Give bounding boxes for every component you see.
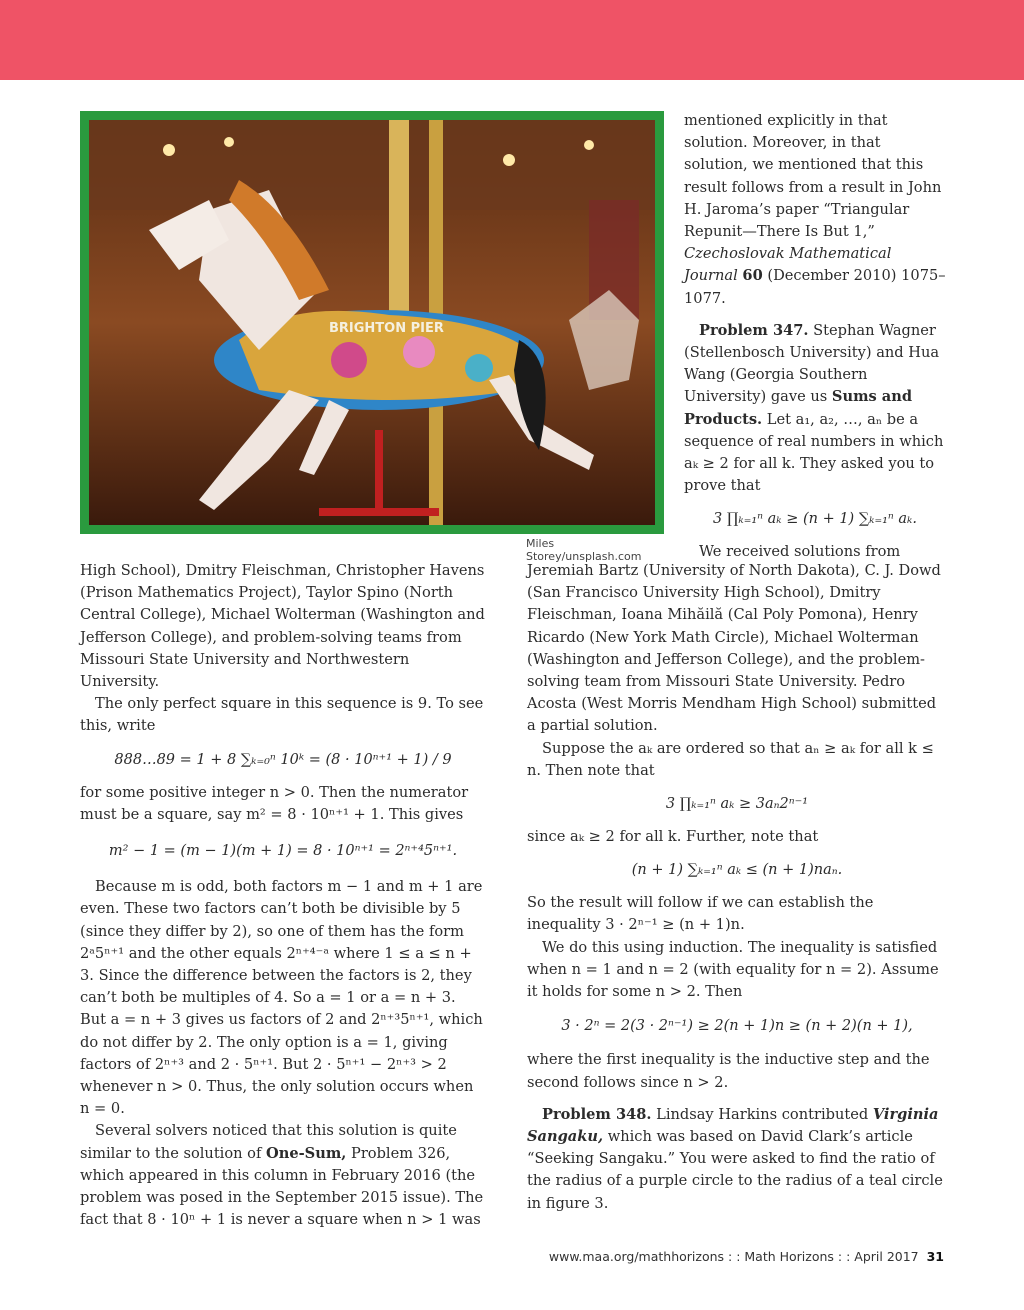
problem-348-title: Virginia Sangaku, <box>527 1105 939 1146</box>
text: So the result will follow if we can establish the inequality 3 · 2ⁿ⁻¹ ≥ (n + 1)n. <box>527 894 874 934</box>
text: Problem 326, which appeared in this column in February 2016 (the problem was posed in the September 2015 issue). The fact that 8 · 10ⁿ + 1 is never a square when n > 1 was <box>80 1144 484 1229</box>
right-column <box>527 560 947 1215</box>
right-column-top <box>684 110 946 564</box>
text: The only perfect square in this sequence is 9. To see this, write <box>80 695 484 735</box>
equation-sum: (n + 1) ∑ₖ₌₁ⁿ aₖ ≤ (n + 1)naₙ. <box>631 862 843 879</box>
text: (December 2010) 1075–1077. <box>684 267 946 307</box>
equation-product: 3 ∏ₖ₌₁ⁿ aₖ ≥ 3aₙ2ⁿ⁻¹ <box>665 796 809 813</box>
equation-square: m² − 1 = (m − 1)(m + 1) = 8 · 10ⁿ⁺¹ = 2ⁿ⁺⁴5ⁿ⁺¹. <box>108 843 458 860</box>
brighton-pier-sign: BRIGHTON PIER <box>329 321 444 336</box>
journal-volume: 60 <box>742 267 763 285</box>
problem-347-heading: Problem 347. <box>699 321 809 339</box>
equation-347: 3 ∏ₖ₌₁ⁿ aₖ ≥ (n + 1) ∑ₖ₌₁ⁿ aₖ. <box>713 511 917 528</box>
text: Suppose the aₖ are ordered so that aₙ ≥ aₖ for all k ≤ n. Then note that <box>527 739 934 779</box>
text: Because m is odd, both factors m − 1 and m + 1 are even. These two factors can’t both be divisible by 5 (since they differ by 2), so one of them has the form 2ᵃ5ⁿ⁺¹ and the other equals 2ⁿ⁺⁴⁻ᵃ where 1 ≤ a ≤ n + 3. Since the difference between the factors is 2, they can’t both be multiples of 4. So a = 1 or a = n + 3. But a = n + 3 gives us factors of 2 and 2ⁿ⁺³5ⁿ⁺¹, which do not differ by 2. The only option is a = 1, giving factors of 2ⁿ⁺³ and 2 · 5ⁿ⁺¹. But 2 · 5ⁿ⁺¹ − 2ⁿ⁺³ > 2 whenever n > 0. Thus, the only solution occurs when n = 0. <box>80 878 483 1118</box>
left-column <box>80 560 486 1231</box>
page-footer <box>549 1249 944 1264</box>
text: Lindsay Harkins contributed <box>656 1105 869 1123</box>
carousel-horse-image <box>89 120 655 525</box>
text: where the first inequality is the inductive step and the second follows since n > 2. <box>527 1051 930 1091</box>
text: for some positive integer n > 0. Then the numerator must be a square, say m² = 8 · 10ⁿ⁺¹ + 1. This gives <box>80 783 469 823</box>
text: Let a₁, a₂, …, aₙ be a sequence of real numbers in which aₖ ≥ 2 for all k. They asked you to prove that <box>684 410 944 495</box>
one-sum-title: One-Sum, <box>266 1144 347 1162</box>
text: Several solvers noticed that this solution is quite similar to the solution of <box>80 1122 457 1162</box>
text: Stephan Wagner (Stellenbosch University) and Hua Wang (Georgia Southern University) gave us <box>684 321 940 406</box>
equation-induction: 3 · 2ⁿ = 2(3 · 2ⁿ⁻¹) ≥ 2(n + 1)n ≥ (n + 2)(n + 1), <box>561 1018 913 1035</box>
text: mentioned explicitly in that solution. Moreover, in that solution, we mentioned that this result follows from a result in John H. Jaroma’s paper “Triangular Repunit—There Is But 1,” <box>684 112 942 241</box>
text: High School), Dmitry Fleischman, Christopher Havens (Prison Mathematics Project), Taylor Spino (North Central College), Michael Wolterman (Washington and Jefferson College), and problem-solving teams from Missouri State University and Northwestern University. <box>80 562 485 691</box>
equation-repdigit: 888…89 = 1 + 8 ∑ₖ₌₀ⁿ 10ᵏ = (8 · 10ⁿ⁺¹ + 1) / 9 <box>114 751 452 768</box>
text: We received solutions from <box>699 543 901 561</box>
header-band <box>0 0 1024 80</box>
text: We do this using induction. The inequality is satisfied when n = 1 and n = 2 (with equality for n = 2). Assume it holds for some n > 2. Then <box>527 938 939 1001</box>
problem-348-heading: Problem 348. <box>542 1105 652 1123</box>
problem-347-title: Sums and Products. <box>684 388 913 428</box>
footer-text: www.maa.org/mathhorizons : : Math Horizons : : April 2017 <box>548 1249 919 1264</box>
carousel-photo <box>80 111 664 534</box>
text: since aₖ ≥ 2 for all k. Further, note that <box>527 828 819 846</box>
text: which was based on David Clark’s article “Seeking Sangaku.” You were asked to find the ratio of the radius of a purple circle to the radius of a teal circle in figure 3. <box>527 1128 943 1212</box>
journal-name: Czechoslovak Mathematical Journal <box>684 245 892 285</box>
photo-credit: Miles Storey/unsplash.com <box>526 537 642 563</box>
text: Jeremiah Bartz (University of North Dakota), C. J. Dowd (San Francisco University High School), Dmitry Fleischman, Ioana Mihăilă (Cal Poly Pomona), Henry Ricardo (New York Math Circle), Michael Wolterman (Washington and Jefferson College), and the problem-solving team from Missouri State University. Pedro Acosta (West Morris Mendham High School) submitted a partial solution. <box>527 562 941 735</box>
page-number: 31 <box>926 1249 944 1264</box>
